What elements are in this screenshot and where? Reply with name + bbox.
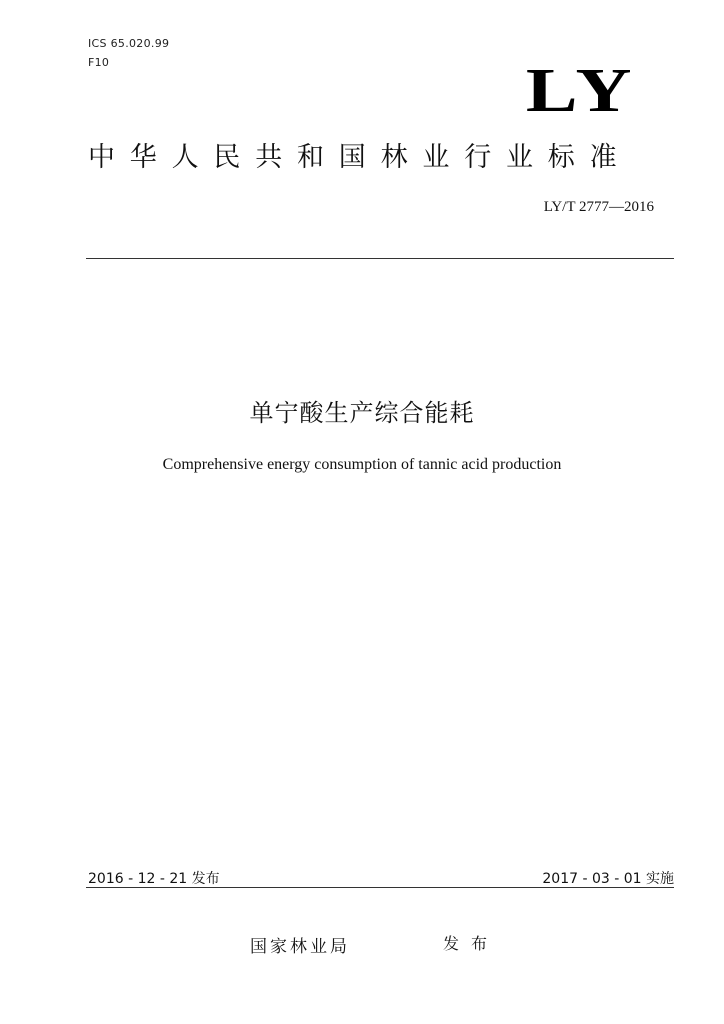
ics-code: ICS 65.020.99	[88, 37, 170, 50]
standard-number: LY/T 2777—2016	[543, 199, 654, 215]
publish-label: 发布	[443, 934, 500, 953]
bottom-divider	[86, 887, 674, 888]
document-title-english: Comprehensive energy consumption of tannic acid production	[162, 456, 562, 473]
issuing-authority: 国家林业局	[250, 937, 350, 957]
top-divider	[86, 258, 674, 259]
implementation-date: 2017 - 03 - 01 实施	[542, 871, 674, 887]
standard-type-heading: 中华人民共和国林业行业标准	[88, 142, 632, 173]
document-title-chinese: 单宁酸生产综合能耗	[249, 399, 475, 427]
ly-logo: LY	[525, 57, 636, 125]
issue-date: 2016 - 12 - 21 发布	[88, 871, 220, 887]
ccs-code: F10	[88, 56, 110, 69]
